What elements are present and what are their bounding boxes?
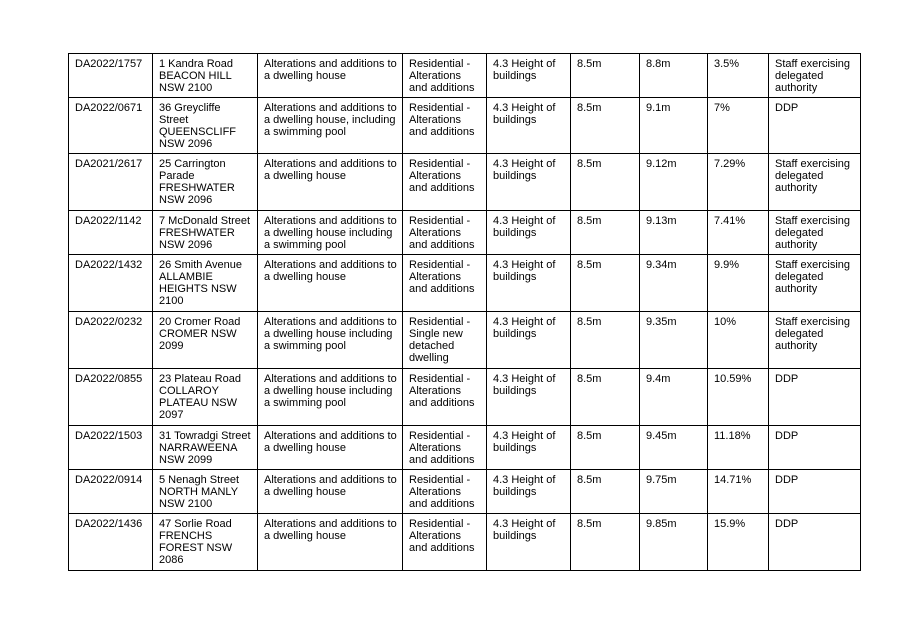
description-cell: Alterations and additions to a dwelling house (258, 514, 403, 571)
category-cell: Residential - Alterations and additions (403, 211, 487, 255)
description-cell: Alterations and additions to a dwelling house (258, 470, 403, 514)
standard-value-cell: 8.5m (571, 470, 640, 514)
description-cell: Alterations and additions to a dwelling house, including a swimming pool (258, 98, 403, 154)
address-cell (153, 426, 258, 470)
development-standard-cell: 4.3 Height of buildings (487, 312, 571, 369)
category-cell: Residential - Alterations and additions (403, 369, 487, 426)
application-id-cell: DA2022/0232 (69, 312, 153, 369)
address-cell (153, 312, 258, 369)
standard-value-cell: 8.5m (571, 54, 640, 98)
standard-value-cell: 8.5m (571, 211, 640, 255)
address-text: 23 Plateau Road COLLAROY PLATEAU NSW 2097 (159, 373, 241, 421)
development-standard-cell: 4.3 Height of buildings (487, 154, 571, 211)
category-cell: Residential - Alterations and additions (403, 514, 487, 571)
description-cell: Alterations and additions to a dwelling house (258, 154, 403, 211)
table-row (69, 255, 861, 312)
application-id-cell: DA2022/1503 (69, 426, 153, 470)
application-id-cell: DA2022/1142 (69, 211, 153, 255)
proposed-value-cell: 9.75m (640, 470, 708, 514)
description-cell: Alterations and additions to a dwelling house including a swimming pool (258, 312, 403, 369)
table-row (69, 470, 861, 514)
variation-percent-cell: 15.9% (708, 514, 769, 571)
address-cell (153, 369, 258, 426)
proposed-value-cell: 9.34m (640, 255, 708, 312)
determined-by-cell: Staff exercising delegated authority (769, 312, 861, 369)
address-cell (153, 255, 258, 312)
address-cell (153, 154, 258, 211)
category-cell: Residential - Alterations and additions (403, 154, 487, 211)
determined-by-cell: Staff exercising delegated authority (769, 255, 861, 312)
variation-percent-cell: 14.71% (708, 470, 769, 514)
variation-percent-cell: 3.5% (708, 54, 769, 98)
variations-register-table (68, 53, 861, 571)
determined-by-cell: DDP (769, 514, 861, 571)
category-cell: Residential - Alterations and additions (403, 54, 487, 98)
determined-by-cell: Staff exercising delegated authority (769, 211, 861, 255)
variation-percent-cell: 10% (708, 312, 769, 369)
address-cell (153, 98, 258, 154)
application-id-cell: DA2022/1432 (69, 255, 153, 312)
development-standard-cell: 4.3 Height of buildings (487, 369, 571, 426)
description-cell: Alterations and additions to a dwelling house (258, 255, 403, 312)
table-row (69, 54, 861, 98)
determined-by-cell: DDP (769, 98, 861, 154)
address-text: 20 Cromer Road CROMER NSW 2099 (159, 316, 241, 352)
development-standard-cell: 4.3 Height of buildings (487, 54, 571, 98)
category-cell: Residential - Alterations and additions (403, 98, 487, 154)
determined-by-cell: DDP (769, 369, 861, 426)
determined-by-cell: DDP (769, 470, 861, 514)
table-row (69, 369, 861, 426)
address-cell (153, 470, 258, 514)
proposed-value-cell: 9.12m (640, 154, 708, 211)
application-id-cell: DA2021/2617 (69, 154, 153, 211)
variation-percent-cell: 7% (708, 98, 769, 154)
variation-percent-cell: 7.41% (708, 211, 769, 255)
application-id-cell: DA2022/0855 (69, 369, 153, 426)
application-id-cell: DA2022/0914 (69, 470, 153, 514)
development-standard-cell: 4.3 Height of buildings (487, 255, 571, 312)
address-text: 7 McDonald Street FRESHWATER NSW 2096 (159, 215, 251, 251)
address-text: 26 Smith Avenue ALLAMBIE HEIGHTS NSW 2100 (159, 259, 242, 307)
application-id-cell: DA2022/1757 (69, 54, 153, 98)
variation-percent-cell: 9.9% (708, 255, 769, 312)
standard-value-cell: 8.5m (571, 514, 640, 571)
address-cell (153, 54, 258, 98)
category-cell: Residential - Alterations and additions (403, 470, 487, 514)
proposed-value-cell: 9.35m (640, 312, 708, 369)
address-text: 31 Towradgi Street NARRAWEENA NSW 2099 (159, 430, 251, 466)
description-cell: Alterations and additions to a dwelling house (258, 426, 403, 470)
address-text: 1 Kandra Road BEACON HILL NSW 2100 (159, 58, 233, 94)
table-row (69, 312, 861, 369)
standard-value-cell: 8.5m (571, 255, 640, 312)
table-row (69, 211, 861, 255)
determined-by-cell: Staff exercising delegated authority (769, 154, 861, 211)
application-id-cell: DA2022/0671 (69, 98, 153, 154)
standard-value-cell: 8.5m (571, 369, 640, 426)
table-row (69, 154, 861, 211)
description-cell: Alterations and additions to a dwelling house including a swimming pool (258, 211, 403, 255)
variation-percent-cell: 11.18% (708, 426, 769, 470)
standard-value-cell: 8.5m (571, 426, 640, 470)
description-cell: Alterations and additions to a dwelling house (258, 54, 403, 98)
proposed-value-cell: 9.85m (640, 514, 708, 571)
address-cell (153, 514, 258, 571)
address-text: 36 Greycliffe Street QUEENSCLIFF NSW 2096 (159, 102, 237, 150)
category-cell: Residential - Alterations and additions (403, 255, 487, 312)
proposed-value-cell: 9.4m (640, 369, 708, 426)
table-row (69, 98, 861, 154)
variation-percent-cell: 10.59% (708, 369, 769, 426)
determined-by-cell: Staff exercising delegated authority (769, 54, 861, 98)
proposed-value-cell: 9.45m (640, 426, 708, 470)
variation-percent-cell: 7.29% (708, 154, 769, 211)
proposed-value-cell: 8.8m (640, 54, 708, 98)
proposed-value-cell: 9.1m (640, 98, 708, 154)
development-standard-cell: 4.3 Height of buildings (487, 98, 571, 154)
standard-value-cell: 8.5m (571, 312, 640, 369)
proposed-value-cell: 9.13m (640, 211, 708, 255)
address-cell (153, 211, 258, 255)
standard-value-cell: 8.5m (571, 154, 640, 211)
category-cell: Residential - Single new detached dwelling (403, 312, 487, 369)
development-standard-cell: 4.3 Height of buildings (487, 426, 571, 470)
development-standard-cell: 4.3 Height of buildings (487, 470, 571, 514)
development-standard-cell: 4.3 Height of buildings (487, 211, 571, 255)
determined-by-cell: DDP (769, 426, 861, 470)
standard-value-cell: 8.5m (571, 98, 640, 154)
category-cell: Residential - Alterations and additions (403, 426, 487, 470)
development-standard-cell: 4.3 Height of buildings (487, 514, 571, 571)
address-text: 25 Carrington Parade FRESHWATER NSW 2096 (159, 158, 235, 206)
table-row (69, 426, 861, 470)
application-id-cell: DA2022/1436 (69, 514, 153, 571)
table-row (69, 514, 861, 571)
address-text: 47 Sorlie Road FRENCHS FOREST NSW 2086 (159, 518, 233, 566)
description-cell: Alterations and additions to a dwelling house including a swimming pool (258, 369, 403, 426)
address-text: 5 Nenagh Street NORTH MANLY NSW 2100 (159, 474, 240, 510)
